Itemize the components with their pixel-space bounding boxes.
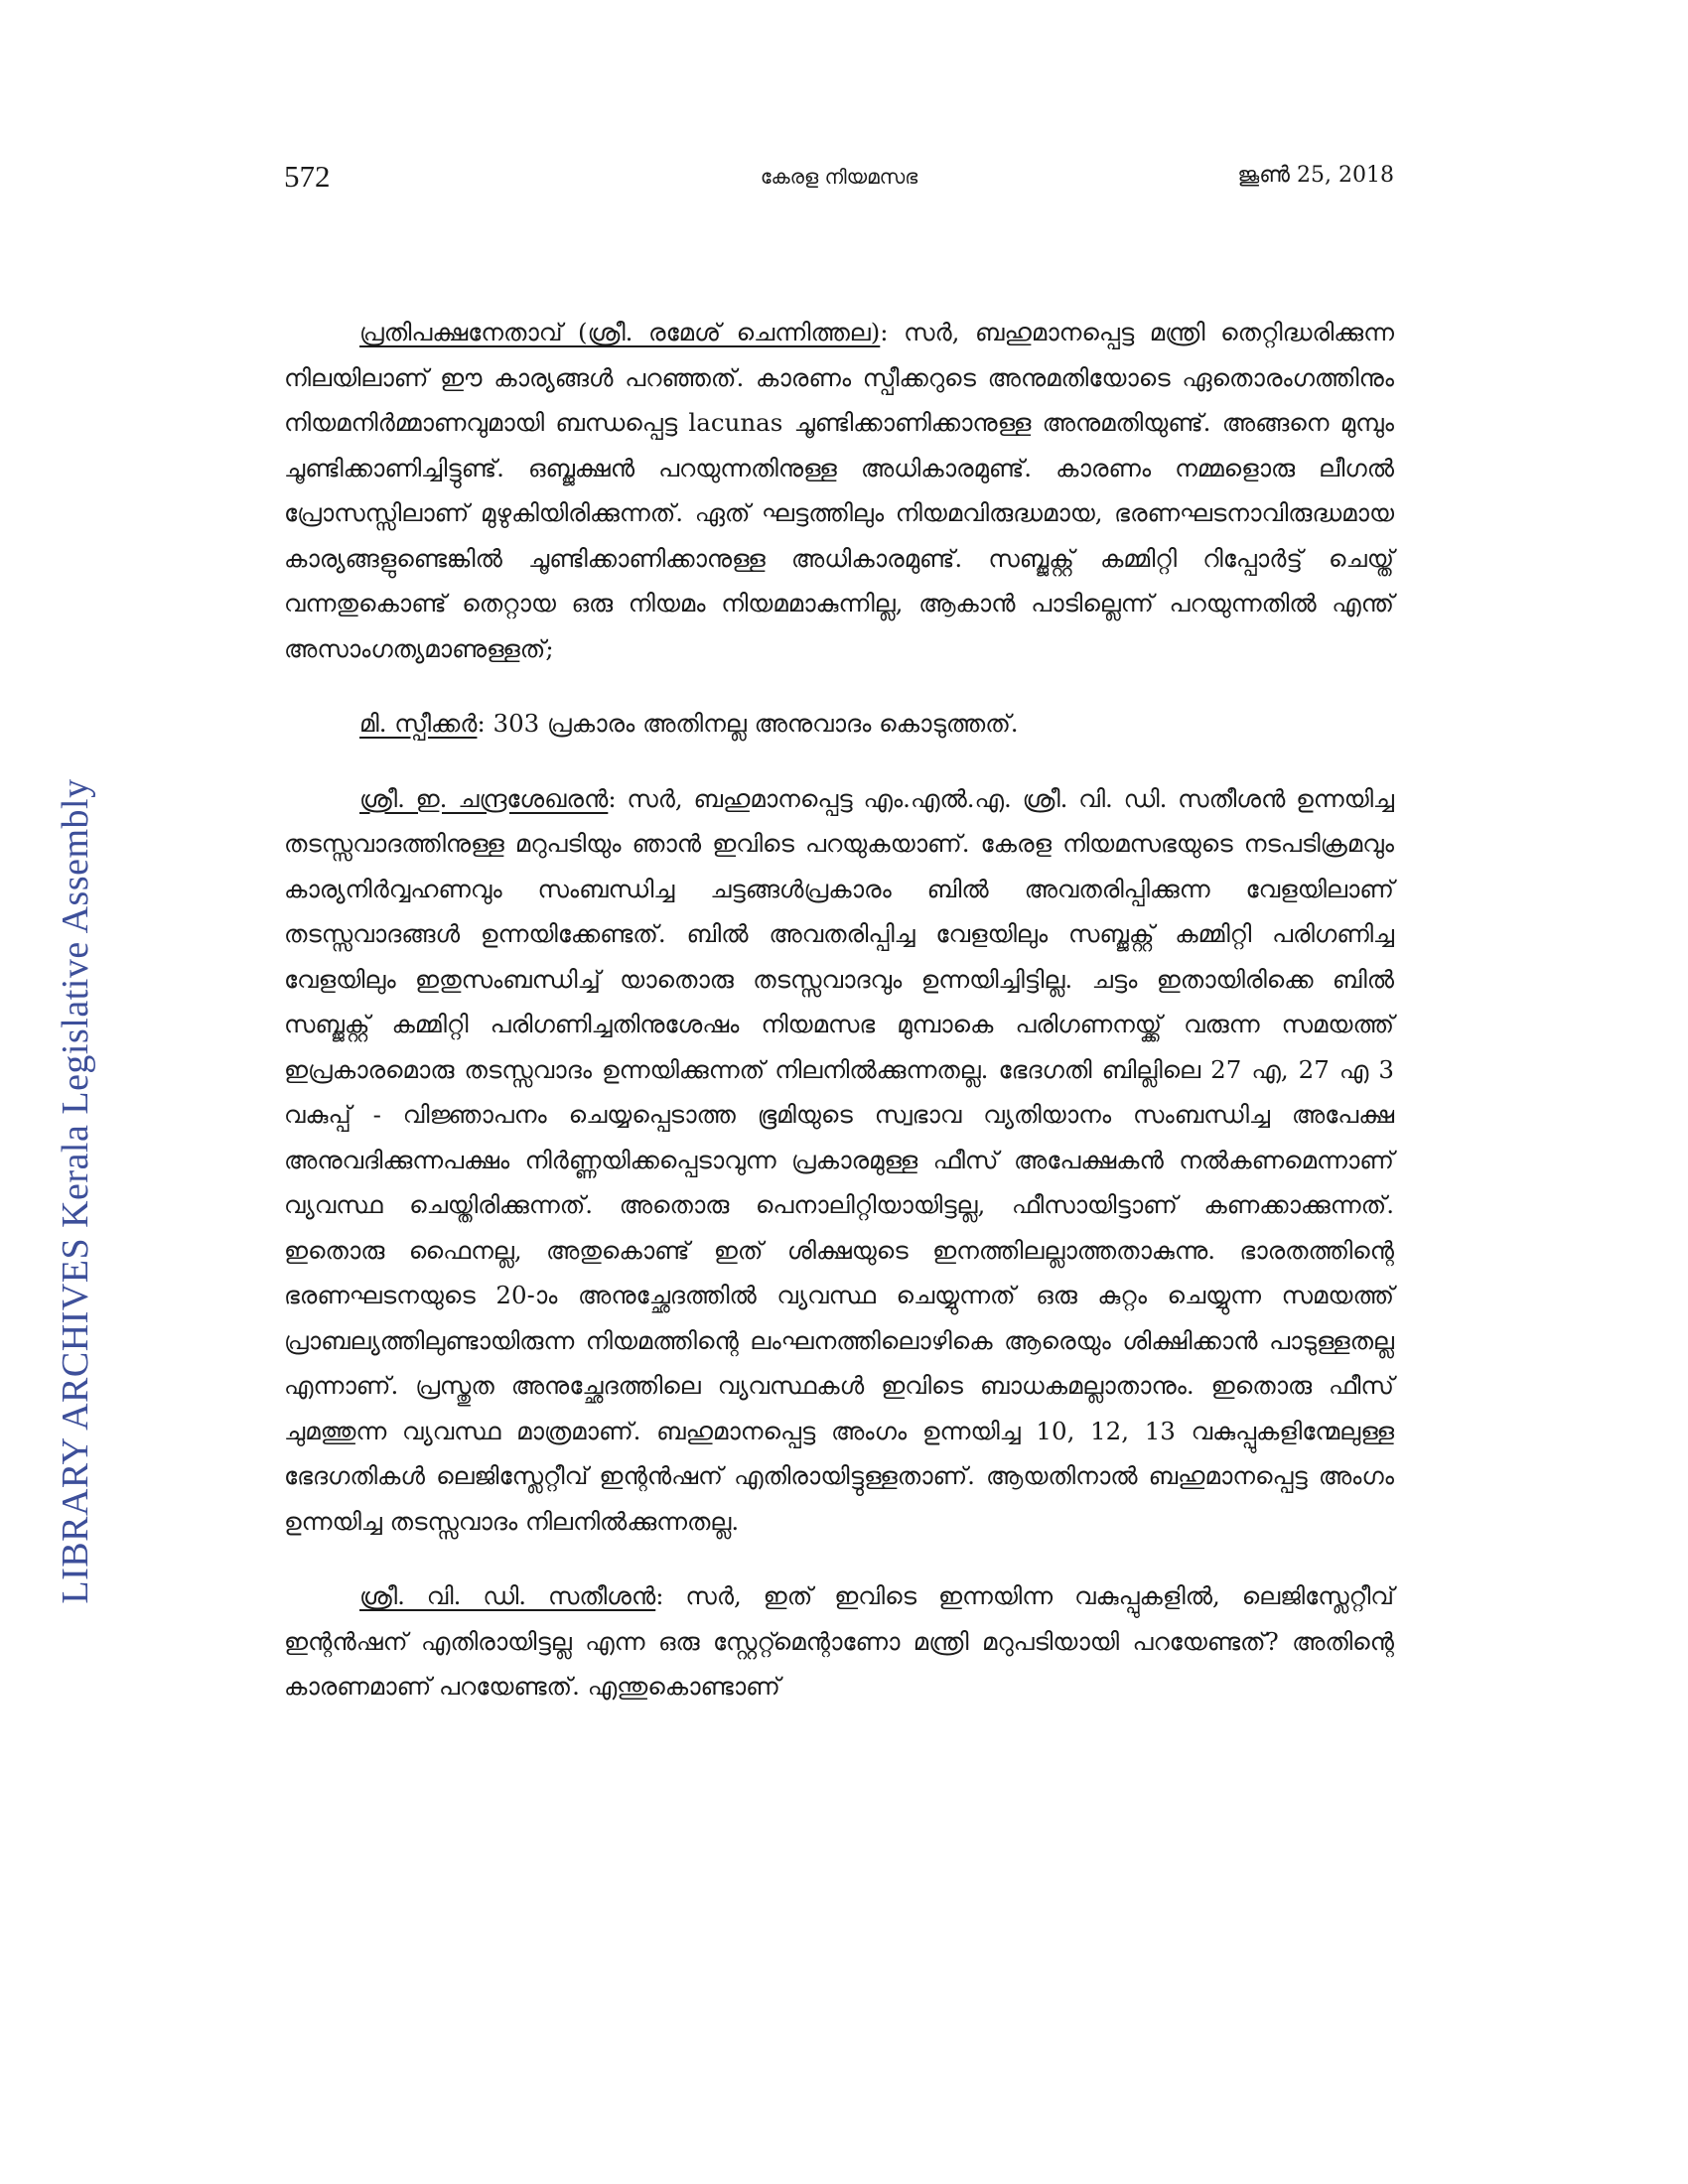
speaker-name: ശ്രീ. ഇ. ചന്ദ്രശേഖരൻ <box>359 783 609 813</box>
speech-text: : സർ, ഇത് ഇവിടെ ഇന്നയിന്ന വകുപ്പുകളിൽ, ലെജിസ്ലേറ്റീവ് ഇന്റൻഷന് എതിരായിട്ടല്ല എന്ന ഒരു സ്റ്റേറ്റ്മെന്റാണോ മന്ത്രി മറുപടിയായി പറയേണ്ടത്? അതിന്റെ കാരണമാണ് പറയേണ്ടത്. എന്തുകൊണ്ടാണ് <box>284 1581 1394 1701</box>
paragraph-speaker <box>284 701 1394 747</box>
proceedings-text <box>284 310 1394 1739</box>
archive-watermark: LIBRARY ARCHIVES Kerala Legislative Assembly <box>55 778 96 1604</box>
speaker-name: മി. സ്പീക്കർ <box>359 709 478 738</box>
page-number: 572 <box>284 159 331 194</box>
paragraph-member <box>284 1573 1394 1709</box>
running-title: കേരള നിയമസഭ <box>760 165 918 189</box>
page-header <box>284 159 1394 199</box>
paragraph-opposition-leader <box>284 310 1394 671</box>
paragraph-minister <box>284 776 1394 1545</box>
speech-text: : 303 പ്രകാരം അതിനല്ല അനുവാദം കൊടുത്തത്. <box>477 709 1019 738</box>
speech-text: : സർ, ബഹുമാനപ്പെട്ട മന്ത്രി തെറ്റിദ്ധരിക്കുന്ന നിലയിലാണ് ഈ കാര്യങ്ങൾ പറഞ്ഞത്. കാരണം സ്പീക്കറുടെ അനുമതിയോടെ ഏതൊരംഗത്തിനും നിയമനിർമ്മാണവുമായി ബന്ധപ്പെട്ട lacunas ചൂണ്ടിക്കാണിക്കാനുള്ള അനുമതിയുണ്ട്. അങ്ങനെ മുമ്പും ചൂണ്ടിക്കാണിച്ചിട്ടുണ്ട്. ഒബ്ജക്ഷൻ പറയുന്നതിനുള്ള അധികാരമുണ്ട്. കാരണം നമ്മളൊരു ലീഗൽ പ്രോസസ്സിലാണ് മുഴുകിയിരിക്കുന്നത്. ഏത് ഘട്ടത്തിലും നിയമവിരുദ്ധമായ, ഭരണഘടനാവിരുദ്ധമായ കാര്യങ്ങളുണ്ടെങ്കിൽ ചൂണ്ടിക്കാണിക്കാനുള്ള അധികാരമുണ്ട്. സബ്ജക്റ്റ് കമ്മിറ്റി റിപ്പോർട്ട് ചെയ്ത് വന്നതുകൊണ്ട് തെറ്റായ ഒരു നിയമം നിയമമാകുന്നില്ല, ആകാൻ പാടില്ലെന്ന് പറയുന്നതിൽ എന്ത് അസാംഗത്യമാണുള്ളത്; <box>284 318 1394 663</box>
speech-text: : സർ, ബഹുമാനപ്പെട്ട എം.എൽ.എ. ശ്രീ. വി. ഡി. സതീശൻ ഉന്നയിച്ച തടസ്സവാദത്തിനുള്ള മറുപടിയും ഞാൻ ഇവിടെ പറയുകയാണ്. കേരള നിയമസഭയുടെ നടപടിക്രമവും കാര്യനിർവ്വഹണവും സംബന്ധിച്ച ചട്ടങ്ങൾപ്രകാരം ബിൽ അവതരിപ്പിക്കുന്ന വേളയിലാണ് തടസ്സവാദങ്ങൾ ഉന്നയിക്കേണ്ടത്. ബിൽ അവതരിപ്പിച്ച വേളയിലും സബ്ജക്റ്റ് കമ്മിറ്റി പരിഗണിച്ച വേളയിലും ഇതുസംബന്ധിച്ച് യാതൊരു തടസ്സവാദവും ഉന്നയിച്ചിട്ടില്ല. ചട്ടം ഇതായിരിക്കെ ബിൽ സബ്ജക്റ്റ് കമ്മിറ്റി പരിഗണിച്ചതിനുശേഷം നിയമസഭ മുമ്പാകെ പരിഗണനയ്ക്ക് വരുന്ന സമയത്ത് ഇപ്രകാരമൊരു തടസ്സവാദം ഉന്നയിക്കുന്നത് നിലനിൽക്കുന്നതല്ല. ഭേദഗതി ബില്ലിലെ 27 എ, 27 എ 3 വകുപ്പ് - വിജ്ഞാപനം ചെയ്യപ്പെടാത്ത ഭൂമിയുടെ സ്വഭാവ വ്യതിയാനം സംബന്ധിച്ച അപേക്ഷ അനുവദിക്കുന്നപക്ഷം നിർണ്ണയിക്കപ്പെടാവുന്ന പ്രകാരമുള്ള ഫീസ് അപേക്ഷകൻ നൽകണമെന്നാണ് വ്യവസ്ഥ ചെയ്തിരിക്കുന്നത്. അതൊരു പെനാലിറ്റിയായിട്ടല്ല, ഫീസായിട്ടാണ് കണക്കാക്കുന്നത്. ഇതൊരു ഫൈനല്ല, അതുകൊണ്ട് ഇത് ശിക്ഷയുടെ ഇനത്തിലല്ലാത്തതാകുന്നു. ഭാരതത്തിന്റെ ഭരണഘടനയുടെ 20-ാം അനുച്ഛേദത്തിൽ വ്യവസ്ഥ ചെയ്യുന്നത് ഒരു കുറ്റം ചെയ്യുന്ന സമയത്ത് പ്രാബല്യത്തിലുണ്ടായിരുന്ന നിയമത്തിന്റെ ലംഘനത്തിലൊഴികെ ആരെയും ശിക്ഷിക്കാൻ പാടുള്ളതല്ല എന്നാണ്. പ്രസ്തുത അനുച്ഛേദത്തിലെ വ്യവസ്ഥകൾ ഇവിടെ ബാധകമല്ലാതാനും. ഇതൊരു ഫീസ് ചുമത്തുന്ന വ്യവസ്ഥ മാത്രമാണ്. ബഹുമാനപ്പെട്ട അംഗം ഉന്നയിച്ച 10, 12, 13 വകുപ്പുകളിന്മേലുള്ള ഭേദഗതികൾ ലെജിസ്ലേറ്റീവ് ഇന്റൻഷന് എതിരായിട്ടുള്ളതാണ്. ആയതിനാൽ ബഹുമാനപ്പെട്ട അംഗം ഉന്നയിച്ച തടസ്സവാദം നിലനിൽക്കുന്നതല്ല. <box>284 783 1394 1536</box>
session-date: ജൂൺ 25, 2018 <box>1237 163 1394 188</box>
speaker-name: പ്രതിപക്ഷനേതാവ് (ശ്രീ. രമേശ് ചെന്നിത്തല) <box>359 318 881 346</box>
speaker-name: ശ്രീ. വി. ഡി. സതീശൻ <box>359 1581 656 1610</box>
